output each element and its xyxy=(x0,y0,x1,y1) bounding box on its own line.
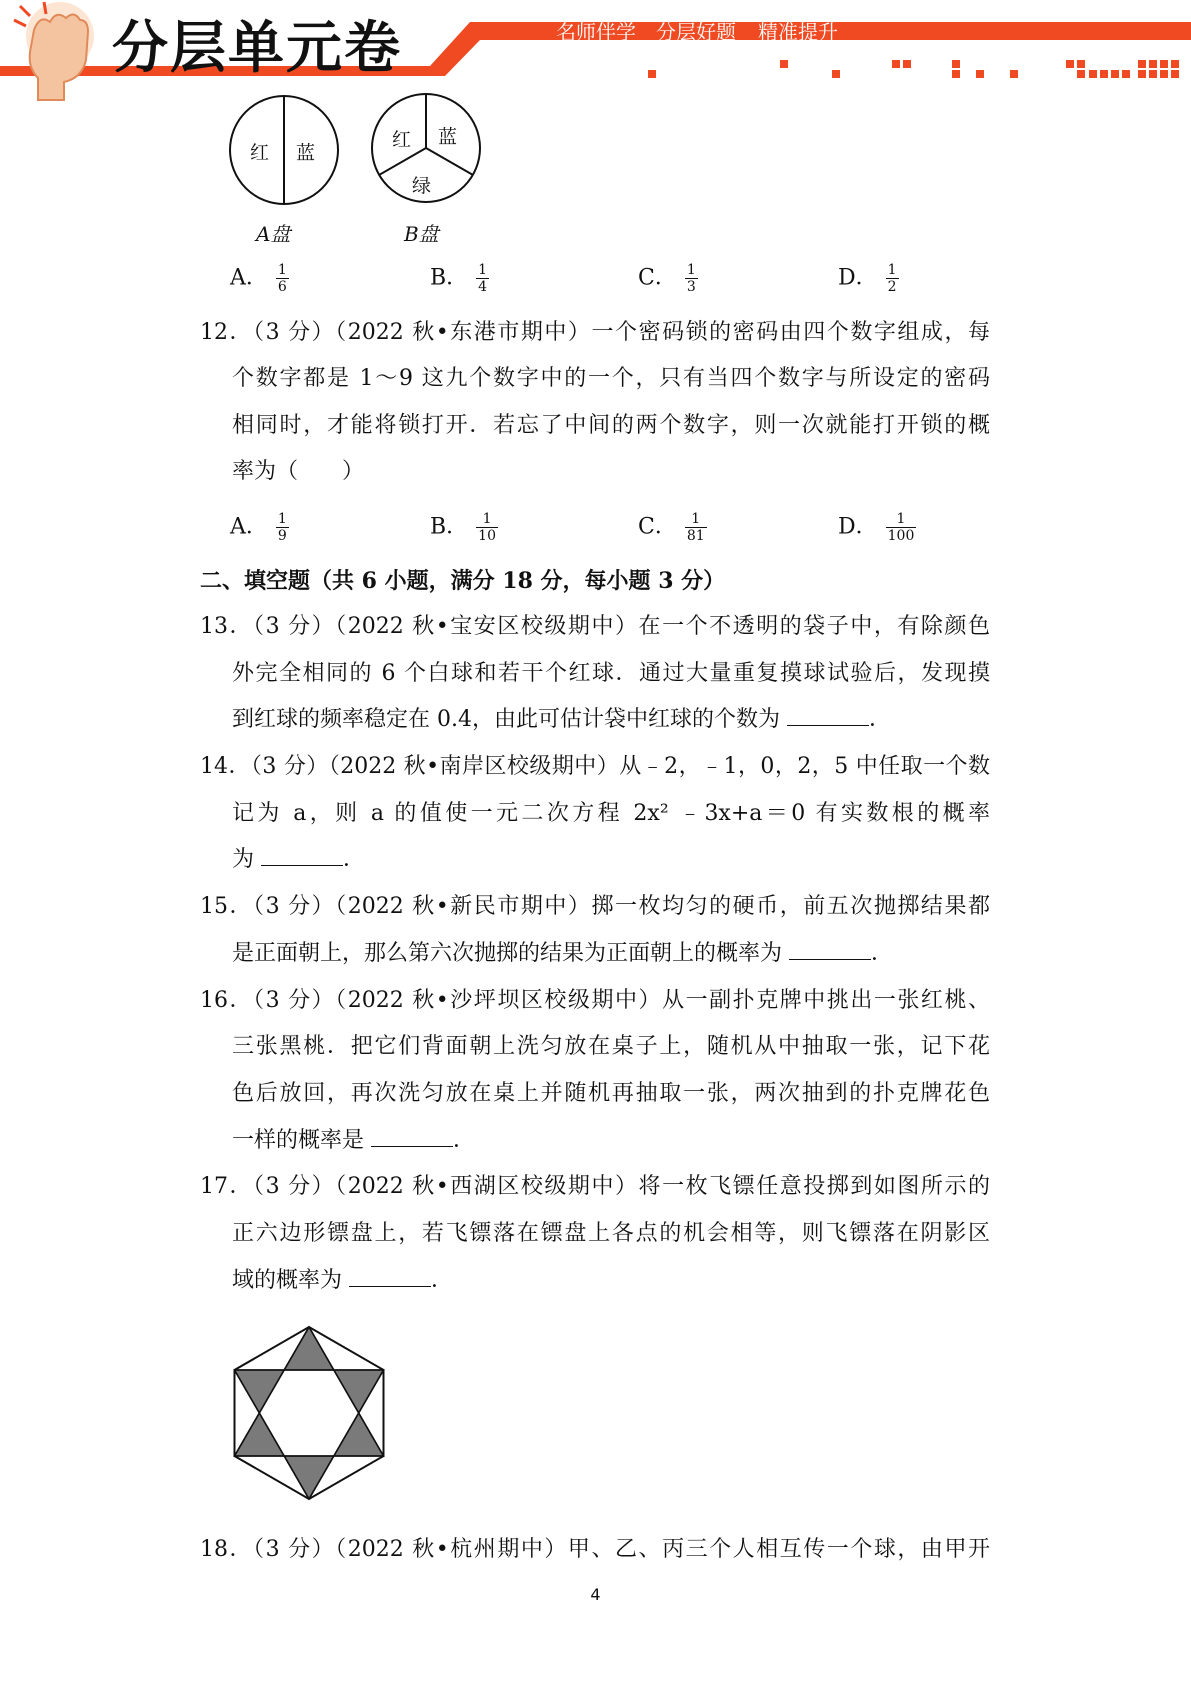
q11-option-c: C． $\frac{1}{3}$ xyxy=(638,262,696,295)
q13-line-2: 外完全相同的 6 个白球和若干个红球．通过大量重复摸球试验后，发现摸 xyxy=(232,661,990,686)
disk-a-label-red: 红 xyxy=(250,142,270,164)
header-slogan-2: 分层好题 xyxy=(656,20,736,44)
q13-line-1: 13．（3 分）（2022 秋•宝安区校级期中）在一个不透明的袋子中，有除颜色 xyxy=(200,614,990,639)
disk-b-label-green: 绿 xyxy=(412,175,432,197)
q13-line-3: 到红球的频率稳定在 0.4，由此可估计袋中红球的个数为 ． xyxy=(232,707,891,732)
header-title: 分层单元卷 xyxy=(112,16,402,81)
q16-line-1: 16．（3 分）（2022 秋•沙坪坝区校级期中）从一副扑克牌中挑出一张红桃、 xyxy=(200,988,990,1013)
q17-answer-blank xyxy=(349,1266,431,1287)
q16-line-3: 色后放回，再次洗匀放在桌上并随机再抽取一张，两次抽到的扑克牌花色 xyxy=(232,1081,990,1106)
q17-line-1: 17．（3 分）（2022 秋•西湖区校级期中）将一枚飞镖任意投掷到如图所示的 xyxy=(200,1174,990,1199)
header-slogan-3: 精准提升 xyxy=(758,20,838,44)
disk-b-label-red: 红 xyxy=(392,129,412,151)
disk-b-caption: B盘 xyxy=(404,222,439,246)
q11-option-a: A． $\frac{1}{6}$ xyxy=(230,262,287,295)
header-slogan-1: 名师伴学 xyxy=(556,20,636,44)
disk-a-caption: A盘 xyxy=(256,222,291,246)
disk-a-label-blue: 蓝 xyxy=(296,142,316,164)
disk-a xyxy=(230,96,338,204)
q12-line-4: 率为（ ） xyxy=(232,459,365,484)
q11-option-b: B． $\frac{1}{4}$ xyxy=(430,262,488,295)
q15-line-1: 15．（3 分）（2022 秋•新民市期中）掷一枚均匀的硬币，前五次抛掷结果都 xyxy=(200,894,990,919)
q15-answer-blank xyxy=(789,939,871,960)
q16-line-4: 一样的概率是 ． xyxy=(232,1128,476,1153)
q17-line-2: 正六边形镖盘上，若飞镖落在镖盘上各点的机会相等，则飞镖落在阴影区 xyxy=(232,1221,990,1246)
q11-option-d: D． $\frac{1}{2}$ xyxy=(838,262,897,295)
q14-line-3: 为 ． xyxy=(232,847,366,872)
q14-line-1: 14．（3 分）（2022 秋•南岸区校级期中）从﹣2，﹣1，0，2，5 中任取一个数 xyxy=(200,754,990,779)
q16-line-2: 三张黑桃．把它们背面朝上洗匀放在桌子上，随机从中抽取一张，记下花 xyxy=(232,1034,990,1059)
q12-option-a: A． $\frac{1}{9}$ xyxy=(230,511,287,544)
q12-line-2: 个数字都是 1～9 这九个数字中的一个，只有当四个数字与所设定的密码 xyxy=(232,366,990,391)
q18-line-1: 18．（3 分）（2022 秋•杭州期中）甲、乙、丙三个人相互传一个球，由甲开 xyxy=(200,1537,990,1562)
q14-answer-blank xyxy=(261,845,343,866)
q13-answer-blank xyxy=(787,705,869,726)
q12-option-d: D． $\frac{1}{100}$ xyxy=(838,511,915,544)
q12-line-1: 12．（3 分）（2022 秋•东港市期中）一个密码锁的密码由四个数字组成，每 xyxy=(200,320,990,345)
hexagon-dartboard xyxy=(224,1318,394,1508)
q12-option-c: C． $\frac{1}{81}$ xyxy=(638,511,705,544)
disk-b-label-blue: 蓝 xyxy=(438,126,458,148)
q12-line-3: 相同时，才能将锁打开．若忘了中间的两个数字，则一次就能打开锁的概 xyxy=(232,413,990,438)
q16-answer-blank xyxy=(371,1126,453,1147)
q17-line-3: 域的概率为 ． xyxy=(232,1268,454,1293)
q12-option-b: B． $\frac{1}{10}$ xyxy=(430,511,496,544)
q14-line-2: 记为 a，则 a 的值使一元二次方程 2x² ﹣3x+a＝0 有实数根的概率 xyxy=(232,801,990,826)
section-2-heading: 二、填空题（共 6 小题，满分 18 分，每小题 3 分） xyxy=(200,568,726,594)
page-number: 4 xyxy=(590,1585,601,1604)
q15-line-2: 是正面朝上，那么第六次抛掷的结果为正面朝上的概率为 ． xyxy=(232,941,894,966)
